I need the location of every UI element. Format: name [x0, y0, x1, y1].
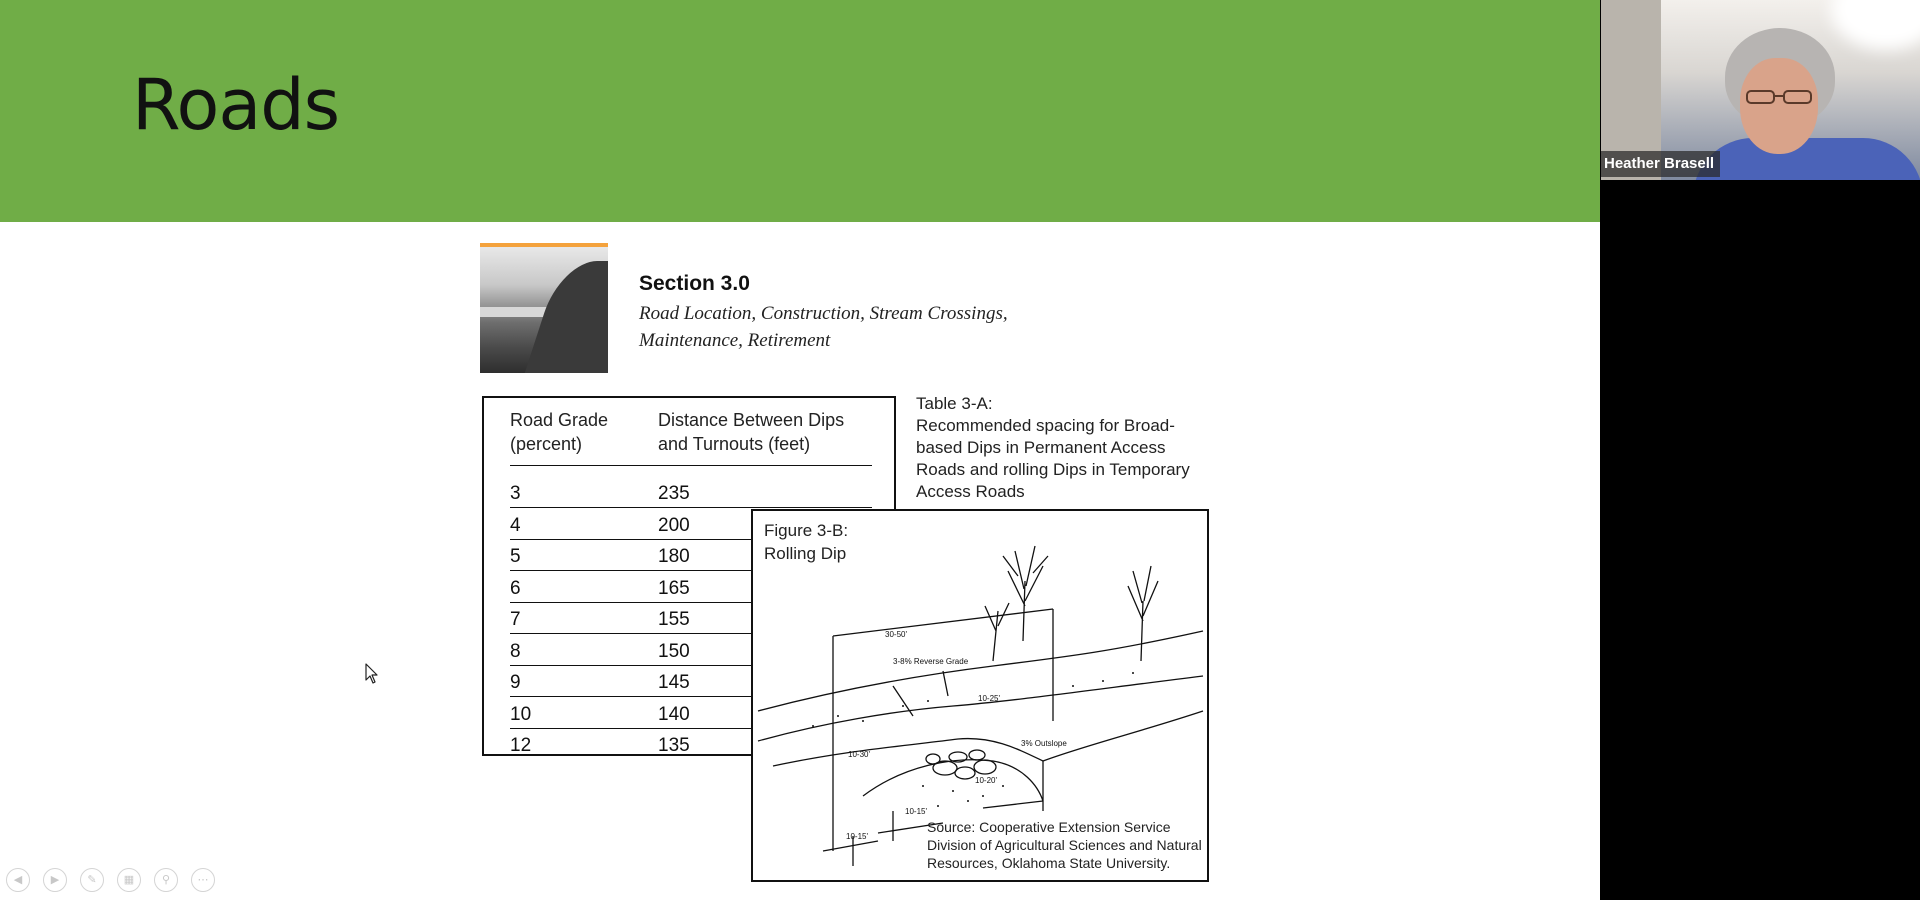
rolling-dip-figure — [751, 509, 1209, 882]
slides-grid-icon[interactable]: ▦ — [117, 868, 141, 892]
slide-header-band — [0, 0, 1600, 222]
road-grade-cell: 8 — [510, 640, 521, 662]
slide-title: Roads — [132, 64, 340, 146]
table-caption — [916, 393, 1216, 503]
road-grade-cell: 12 — [510, 735, 532, 756]
dimension-label-reverse-grade: 3-8% Reverse Grade — [893, 657, 969, 666]
distance-cell: 180 — [658, 546, 690, 567]
road-grade-cell: 6 — [510, 577, 521, 599]
road-grade-cell: 7 — [510, 609, 521, 630]
distance-cell: 145 — [658, 672, 690, 693]
mouse-pointer-icon — [365, 663, 379, 685]
distance-cell: 135 — [658, 735, 690, 756]
distance-cell: 155 — [658, 609, 690, 630]
participant-shirt — [1693, 138, 1920, 180]
table-caption-text: Recommended spacing for Broad-based Dips in Permanent Access Roads and rolling Dips in Temporary Access Roads — [916, 416, 1190, 501]
distance-cell: 140 — [658, 703, 690, 725]
road-grade-cell: 10 — [510, 703, 532, 725]
participant-face — [1740, 58, 1818, 154]
dimension-label-d4: 10-15' — [905, 807, 927, 816]
participant-name-label: Heather Brasell — [1601, 151, 1720, 177]
table-row — [510, 476, 872, 508]
figure-label-text: Rolling Dip — [764, 544, 847, 563]
table-caption-id: Table 3-A: — [916, 394, 993, 413]
pen-icon[interactable]: ✎ — [80, 868, 104, 892]
dimension-label-span: 30-50' — [885, 630, 907, 639]
distance-cell: 235 — [658, 483, 690, 504]
road-grade-cell: 3 — [510, 483, 521, 504]
dimension-label-outslope: 3% Outslope — [1021, 739, 1067, 748]
road-grade-cell: 9 — [510, 672, 521, 693]
distance-cell: 150 — [658, 640, 690, 662]
previous-slide-icon[interactable]: ◀ — [6, 868, 30, 892]
road-grade-cell: 4 — [510, 514, 521, 536]
column-header-road-grade: Road Grade (percent) — [510, 410, 609, 454]
dimension-label-d3: 10-20' — [975, 776, 997, 785]
dimension-label-d1: 10-25' — [978, 694, 1000, 703]
participant-glasses — [1741, 88, 1817, 106]
dimension-label-d5: 10-15' — [846, 832, 868, 841]
slideshow-toolbar — [6, 868, 215, 892]
road-grade-cell: 5 — [510, 546, 521, 567]
section-heading: Section 3.0 — [639, 272, 750, 295]
figure-source-note: Source: Cooperative Extension Service Division of Agricultural Sciences and Natural Resources, Oklahoma State University. — [927, 819, 1202, 871]
header-divider — [510, 465, 872, 466]
distance-cell: 165 — [658, 577, 690, 599]
section-subtitle: Road Location, Construction, Stream Crossings, Maintenance, Retirement — [639, 303, 1008, 351]
more-icon[interactable]: ⋯ — [191, 868, 215, 892]
dimension-label-d2: 10-30' — [848, 750, 870, 759]
column-header-distance: Distance Between Dips and Turnouts (feet) — [658, 410, 845, 454]
figure-label-id: Figure 3-B: — [764, 521, 849, 540]
zoom-icon[interactable]: ⚲ — [154, 868, 178, 892]
section-photo — [480, 243, 608, 373]
next-slide-icon[interactable]: ▶ — [43, 868, 67, 892]
distance-cell: 200 — [658, 514, 690, 536]
